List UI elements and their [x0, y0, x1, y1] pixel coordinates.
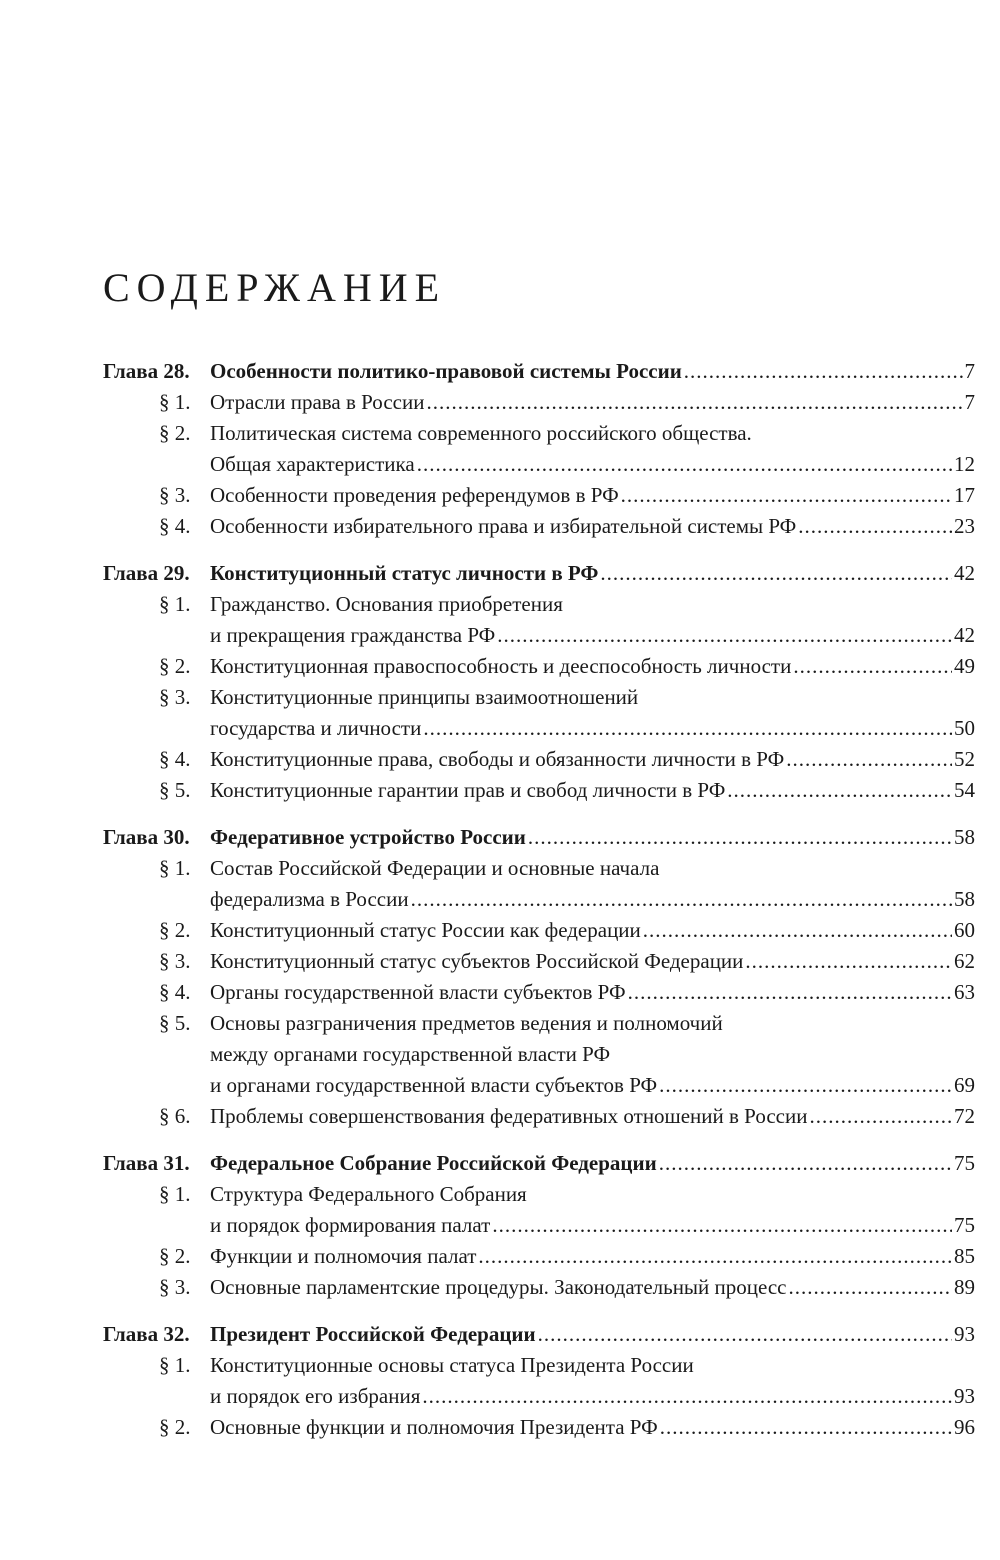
- entry-last-line: [210, 1412, 975, 1443]
- entry-title-line: Основные парламентские процедуры. Законодательный процесс: [210, 1275, 787, 1299]
- section-number: § 5.: [159, 1011, 191, 1035]
- entry-body: [210, 387, 975, 418]
- entry-title-line: Общая характеристика: [210, 452, 415, 476]
- entry-title-line: Федеральное Собрание Российской Федерации: [210, 1151, 657, 1175]
- toc-section-entry[interactable]: [103, 1008, 975, 1101]
- page-number[interactable]: 93: [954, 1384, 975, 1408]
- entry-last-line: [210, 1210, 975, 1241]
- section-number: § 2.: [159, 421, 191, 445]
- page-number[interactable]: 62: [954, 949, 975, 973]
- entry-body: [210, 853, 975, 915]
- entry-title-line: Конституционный статус России как федерации: [210, 918, 641, 942]
- entry-body: [210, 558, 975, 589]
- page-number[interactable]: 63: [954, 980, 975, 1004]
- chapter-heading[interactable]: [103, 822, 975, 853]
- entry-title-line: и прекращения гражданства РФ: [210, 623, 496, 647]
- dot-leader: [417, 449, 952, 480]
- page-number[interactable]: 72: [954, 1104, 975, 1128]
- entry-body: [210, 775, 975, 806]
- entry-last-line: [210, 651, 975, 682]
- entry-title-line: Основные функции и полномочия Президента РФ: [210, 1415, 658, 1439]
- section-number: § 1.: [159, 1182, 191, 1206]
- page-number[interactable]: 60: [954, 918, 975, 942]
- section-number: § 1.: [159, 390, 191, 414]
- page-number[interactable]: 23: [954, 514, 975, 538]
- section-number: § 1.: [159, 856, 191, 880]
- entry-body: [210, 1350, 975, 1412]
- entry-last-line: [210, 1070, 975, 1101]
- page-number[interactable]: 58: [954, 825, 975, 849]
- entry-last-line: [210, 480, 975, 511]
- section-number: § 1.: [159, 1353, 191, 1377]
- dot-leader: [643, 915, 952, 946]
- toc-section-entry[interactable]: [103, 651, 975, 682]
- dot-leader: [727, 775, 952, 806]
- entry-title-line: Проблемы совершенствования федеративных отношений в России: [210, 1104, 808, 1128]
- toc-section-entry[interactable]: [103, 589, 975, 651]
- entry-body: [210, 1148, 975, 1179]
- entry-last-line: [210, 744, 975, 775]
- toc-section-entry[interactable]: [103, 775, 975, 806]
- entry-last-line: [210, 713, 975, 744]
- dot-leader: [798, 511, 952, 542]
- page-number[interactable]: 42: [954, 561, 975, 585]
- entry-last-line: [210, 946, 975, 977]
- toc-section-entry[interactable]: [103, 744, 975, 775]
- entry-title-line: Конституционные гарантии прав и свобод личности в РФ: [210, 778, 726, 802]
- section-number: § 6.: [159, 1104, 191, 1128]
- chapter-number: Глава 29.: [103, 561, 190, 585]
- dot-leader: [659, 1070, 952, 1101]
- entry-body: [210, 946, 975, 977]
- dot-leader: [793, 651, 952, 682]
- page-number[interactable]: 50: [954, 716, 975, 740]
- table-of-contents: [103, 356, 975, 1459]
- toc-section-entry[interactable]: [103, 1412, 975, 1443]
- entry-title-line: федерализма в России: [210, 887, 409, 911]
- entry-last-line: [210, 1272, 975, 1303]
- chapter-heading[interactable]: [103, 1148, 975, 1179]
- entry-title-line: Конституционные принципы взаимоотношений: [210, 685, 639, 709]
- toc-section-entry[interactable]: [103, 682, 975, 744]
- page-number[interactable]: 7: [964, 359, 975, 383]
- entry-last-line: [210, 1381, 975, 1412]
- entry-last-line: [210, 449, 975, 480]
- chapter-heading[interactable]: [103, 356, 975, 387]
- toc-section-entry[interactable]: [103, 1179, 975, 1241]
- dot-leader: [492, 1210, 952, 1241]
- entry-title-line: Особенности политико-правовой системы России: [210, 359, 682, 383]
- entry-body: [210, 356, 975, 387]
- entry-title-line: Президент Российской Федерации: [210, 1322, 536, 1346]
- page-number[interactable]: 49: [954, 654, 975, 678]
- entry-body: [210, 1412, 975, 1443]
- entry-body: [210, 1101, 975, 1132]
- section-number: § 2.: [159, 918, 191, 942]
- entry-body: [210, 1008, 975, 1101]
- entry-title-line: и порядок формирования палат: [210, 1213, 491, 1237]
- page-number[interactable]: 75: [954, 1151, 975, 1175]
- entry-last-line: [210, 511, 975, 542]
- entry-body: [210, 1319, 975, 1350]
- entry-last-line: [210, 1241, 975, 1272]
- toc-chapter: [103, 558, 975, 806]
- entry-body: [210, 822, 975, 853]
- entry-title-line: Конституционный статус личности в РФ: [210, 561, 599, 585]
- page-number[interactable]: 42: [954, 623, 975, 647]
- entry-body: [210, 682, 975, 744]
- section-number: § 1.: [159, 592, 191, 616]
- dot-leader: [538, 1319, 952, 1350]
- toc-chapter: [103, 1319, 975, 1443]
- dot-leader: [621, 480, 952, 511]
- entry-title-line: и органами государственной власти субъектов РФ: [210, 1073, 658, 1097]
- entry-last-line: [210, 884, 975, 915]
- section-number: § 3.: [159, 685, 191, 709]
- entry-last-line: [210, 1319, 975, 1350]
- toc-section-entry[interactable]: [103, 387, 975, 418]
- section-number: § 4.: [159, 980, 191, 1004]
- entry-body: [210, 418, 975, 480]
- entry-last-line: [210, 1148, 975, 1179]
- entry-title-line: Конституционные основы статуса Президента России: [210, 1353, 694, 1377]
- entry-body: [210, 480, 975, 511]
- entry-title-line: Гражданство. Основания приобретения: [210, 592, 563, 616]
- entry-title-line: Функции и полномочия палат: [210, 1244, 477, 1268]
- entry-last-line: [210, 558, 975, 589]
- toc-section-entry[interactable]: [103, 1350, 975, 1412]
- dot-leader: [422, 1381, 952, 1412]
- entry-body: [210, 589, 975, 651]
- section-number: § 5.: [159, 778, 191, 802]
- page-number[interactable]: 93: [954, 1322, 975, 1346]
- chapter-number: Глава 31.: [103, 1151, 190, 1175]
- toc-chapter: [103, 356, 975, 542]
- dot-leader: [478, 1241, 952, 1272]
- entry-title-line: Конституционный статус субъектов Российской Федерации: [210, 949, 744, 973]
- section-number: § 3.: [159, 483, 191, 507]
- section-number: § 4.: [159, 514, 191, 538]
- page-title: СОДЕРЖАНИЕ: [103, 265, 447, 310]
- dot-leader: [684, 356, 963, 387]
- entry-title-line: Органы государственной власти субъектов РФ: [210, 980, 626, 1004]
- entry-title-line: Особенности избирательного права и избирательной системы РФ: [210, 514, 797, 538]
- chapter-number: Глава 28.: [103, 359, 190, 383]
- chapter-number: Глава 30.: [103, 825, 190, 849]
- dot-leader: [745, 946, 952, 977]
- entry-title-line: между органами государственной власти РФ: [210, 1042, 611, 1066]
- entry-body: [210, 977, 975, 1008]
- dot-leader: [786, 744, 952, 775]
- entry-body: [210, 651, 975, 682]
- page-number[interactable]: 96: [954, 1415, 975, 1439]
- entry-last-line: [210, 822, 975, 853]
- section-number: § 2.: [159, 654, 191, 678]
- page-number[interactable]: 7: [964, 390, 975, 414]
- entry-title-line: Основы разграничения предметов ведения и полномочий: [210, 1011, 723, 1035]
- toc-section-entry[interactable]: [103, 853, 975, 915]
- page-number[interactable]: 52: [954, 747, 975, 771]
- entry-last-line: [210, 915, 975, 946]
- toc-section-entry[interactable]: [103, 480, 975, 511]
- toc-section-entry[interactable]: [103, 1101, 975, 1132]
- toc-section-entry[interactable]: [103, 946, 975, 977]
- entry-last-line: [210, 1101, 975, 1132]
- toc-section-entry[interactable]: [103, 1272, 975, 1303]
- toc-section-entry[interactable]: [103, 915, 975, 946]
- page-number[interactable]: 89: [954, 1275, 975, 1299]
- dot-leader: [426, 387, 962, 418]
- entry-last-line: [210, 977, 975, 1008]
- entry-title-line: Отрасли права в России: [210, 390, 425, 414]
- chapter-heading[interactable]: [103, 558, 975, 589]
- entry-body: [210, 511, 975, 542]
- toc-section-entry[interactable]: [103, 418, 975, 480]
- toc-chapter: [103, 1148, 975, 1303]
- page-number[interactable]: 85: [954, 1244, 975, 1268]
- dot-leader: [423, 713, 952, 744]
- page-number[interactable]: 69: [954, 1073, 975, 1097]
- dot-leader: [600, 558, 952, 589]
- toc-section-entry[interactable]: [103, 977, 975, 1008]
- entry-last-line: [210, 356, 975, 387]
- entry-title-line: государства и личности: [210, 716, 422, 740]
- entry-title-line: Особенности проведения референдумов в РФ: [210, 483, 619, 507]
- dot-leader: [789, 1272, 953, 1303]
- page-number[interactable]: 17: [954, 483, 975, 507]
- toc-section-entry[interactable]: [103, 1241, 975, 1272]
- entry-title-line: Конституционная правоспособность и дееспособность личности: [210, 654, 792, 678]
- dot-leader: [809, 1101, 952, 1132]
- dot-leader: [497, 620, 952, 651]
- section-number: § 4.: [159, 747, 191, 771]
- dot-leader: [528, 822, 952, 853]
- page-number[interactable]: 54: [954, 778, 975, 802]
- chapter-number: Глава 32.: [103, 1322, 190, 1346]
- entry-title-line: Структура Федерального Собрания: [210, 1182, 527, 1206]
- toc-chapter: [103, 822, 975, 1132]
- section-number: § 2.: [159, 1415, 191, 1439]
- chapter-heading[interactable]: [103, 1319, 975, 1350]
- page-number[interactable]: 58: [954, 887, 975, 911]
- entry-body: [210, 744, 975, 775]
- entry-last-line: [210, 387, 975, 418]
- dot-leader: [659, 1148, 952, 1179]
- entry-body: [210, 915, 975, 946]
- entry-last-line: [210, 775, 975, 806]
- dot-leader: [411, 884, 952, 915]
- dot-leader: [660, 1412, 952, 1443]
- section-number: § 3.: [159, 949, 191, 973]
- entry-title-line: и порядок его избрания: [210, 1384, 421, 1408]
- entry-body: [210, 1241, 975, 1272]
- toc-section-entry[interactable]: [103, 511, 975, 542]
- entry-title-line: Федеративное устройство России: [210, 825, 526, 849]
- page-number[interactable]: 12: [954, 452, 975, 476]
- entry-title-line: Политическая система современного российского общества.: [210, 421, 752, 445]
- entry-body: [210, 1272, 975, 1303]
- entry-title-line: Состав Российской Федерации и основные начала: [210, 856, 660, 880]
- section-number: § 2.: [159, 1244, 191, 1268]
- entry-title-line: Конституционные права, свободы и обязанности личности в РФ: [210, 747, 785, 771]
- dot-leader: [628, 977, 952, 1008]
- section-number: § 3.: [159, 1275, 191, 1299]
- page-number[interactable]: 75: [954, 1213, 975, 1237]
- entry-body: [210, 1179, 975, 1241]
- entry-last-line: [210, 620, 975, 651]
